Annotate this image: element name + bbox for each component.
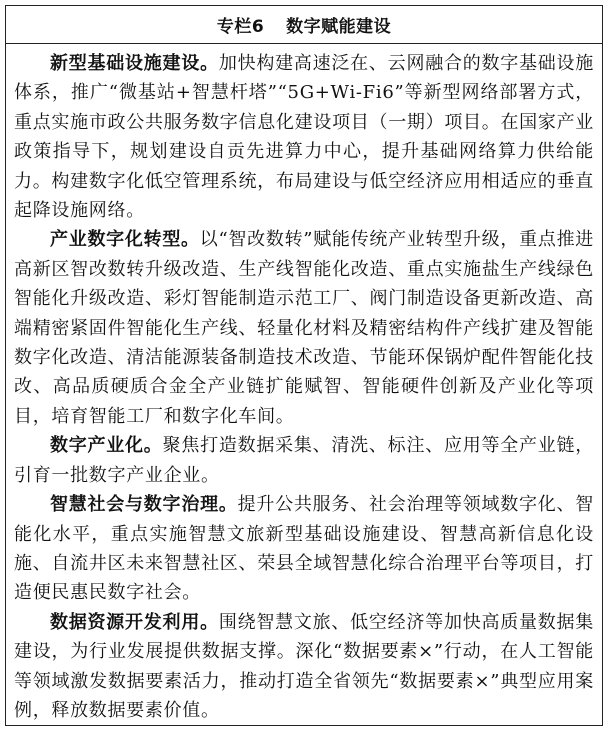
section-body: 围绕智慧文旅、低空经济等加快高质量数据集建设，为行业发展提供数据支撑。深化“数据要素×”行动，在人工智能等领域激发数据要素活力，推动打造全省领先“数据要素×”典型应用案例，释放数据要素价值。: [14, 611, 594, 721]
column-content: [6, 44, 602, 725]
section-body: 以“智改数转”赋能传统产业转型升级，重点推进高新区智改数转升级改造、生产线智能化改造、重点实施盐生产线绿色智能化升级改造、彩灯智能制造示范工厂、阀门制造设备更新改造、高端精密紧固件智能化生产线、轻量化材料及精密结构件产线扩建及智能数字化改造、清洁能源装备制造技术改造、节能环保锅炉配件智能化技改、高品质硬质合金全产业链扩能赋智、智能硬件创新及产业化等项目，培育智能工厂和数字化车间。: [14, 229, 594, 427]
column-box: [5, 5, 603, 726]
section-heading: 数据资源开发利用。: [50, 611, 219, 633]
section-heading: 智慧社会与数字治理。: [50, 494, 238, 516]
paragraph-new-infrastructure: [14, 49, 594, 225]
section-heading: 新型基础设施建设。: [50, 53, 219, 74]
paragraph-digital-industrialization: [14, 431, 594, 490]
paragraph-smart-society: [14, 490, 594, 608]
column-title-label: 专栏6: [216, 17, 265, 37]
paragraph-data-resources: [14, 608, 594, 726]
section-heading: 产业数字化转型。: [50, 229, 200, 251]
section-body: 加快构建高速泛在、云网融合的数字基础设施体系，推广“微基站+智慧杆塔”“5G+Wi-Fi6”等新型网络部署方式，重点实施市政公共服务数字信息化建设项目（一期）项目。在国家产业政策指导下，规划建设自贡先进算力中心，提升基础网络算力供给能力。构建数字化低空管理系统，布局建设与低空经济应用相适应的垂直起降设施网络。: [14, 53, 594, 222]
section-body: 提升公共服务、社会治理等领域数字化、智能化水平，重点实施智慧文旅新型基础设施建设、智慧高新信息化设施、自流井区未来智慧社区、荣县全域智慧化综合治理平台等项目，打造便民惠民数字社会。: [14, 494, 594, 604]
section-heading: 数字产业化。: [50, 435, 163, 457]
column-title-text: 数字赋能建设: [286, 17, 392, 37]
paragraph-industrial-digitalization: [14, 225, 594, 431]
section-body: 聚焦打造数据采集、清洗、标注、应用等全产业链，引育一批数字产业企业。: [14, 435, 594, 486]
column-title: [6, 6, 602, 44]
